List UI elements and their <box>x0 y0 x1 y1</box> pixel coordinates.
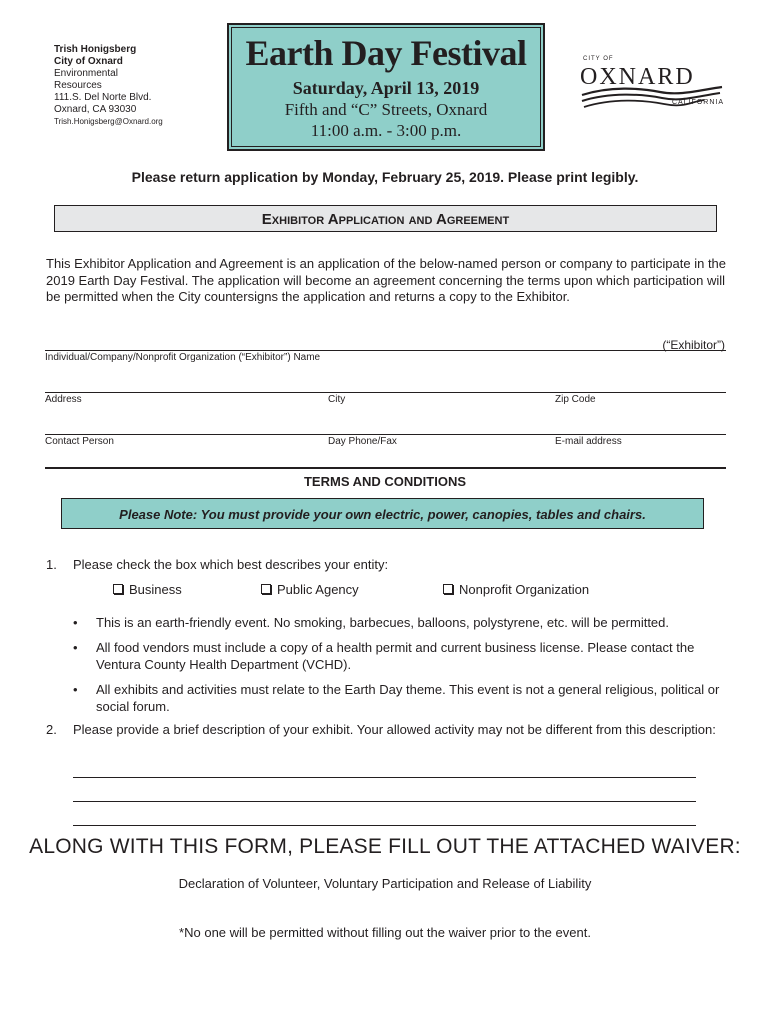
zip-label: Zip Code <box>555 394 596 405</box>
checkbox-icon[interactable] <box>113 584 123 594</box>
return-deadline-note: Please return application by Monday, February 25, 2019. Please print legibly. <box>131 169 639 185</box>
entity-option-public-agency[interactable] <box>261 582 359 597</box>
contact-block <box>54 44 163 128</box>
event-date: Saturday, April 13, 2019 <box>292 78 480 98</box>
city-logo <box>580 56 730 114</box>
question-2-text: Please provide a brief description of your exhibit. Your allowed activity may not be different from this description: <box>73 722 716 737</box>
option-label: Nonprofit Organization <box>459 582 590 597</box>
description-line-1[interactable] <box>73 777 696 778</box>
waiver-subtitle: Declaration of Volunteer, Voluntary Participation and Release of Liability <box>178 876 592 891</box>
bullet-icon: • <box>73 640 78 655</box>
event-location: Fifth and “C” Streets, Oxnard <box>284 100 488 119</box>
contact-city-state-zip: Oxnard, CA 93030 <box>54 104 137 115</box>
waiver-note: *No one will be permitted without filling out the waiver prior to the event. <box>179 925 591 940</box>
question-1-number: 1. <box>46 557 57 572</box>
note-box: Please Note: You must provide your own electric, power, canopies, tables and chairs. <box>61 498 704 529</box>
event-time: 11:00 a.m. - 3:00 p.m. <box>310 121 462 140</box>
logo-city-of: CITY OF <box>583 56 614 62</box>
exhibitor-name-label: Individual/Company/Nonprofit Organization (“Exhibitor”) Name <box>45 352 321 363</box>
checkbox-icon[interactable] <box>443 584 453 594</box>
email-label: E-mail address <box>555 436 622 447</box>
question-2-number: 2. <box>46 722 57 737</box>
terms-heading: TERMS AND CONDITIONS <box>303 474 467 489</box>
logo-state: CALIFORNIA <box>671 99 724 106</box>
option-label: Business <box>129 582 182 597</box>
bullet-icon: • <box>73 615 78 630</box>
contact-org: City of Oxnard <box>54 56 123 67</box>
logo-name: OXNARD <box>580 64 695 90</box>
contact-person-label: Contact Person <box>45 436 114 447</box>
entity-option-nonprofit[interactable] <box>443 582 589 597</box>
contact-dept-line1: Environmental <box>54 68 118 79</box>
application-title-banner <box>54 205 717 232</box>
description-line-2[interactable] <box>73 801 696 802</box>
contact-street: 111.S. Del Norte Blvd. <box>54 92 152 103</box>
address-field-line[interactable] <box>45 392 726 393</box>
application-title: Exhibitor Application and Agreement <box>261 211 510 228</box>
event-title: Earth Day Festival <box>245 33 527 73</box>
exhibitor-tag: (“Exhibitor”) <box>662 338 725 352</box>
waiver-heading: ALONG WITH THIS FORM, PLEASE FILL OUT THE ATTACHED WAIVER: <box>29 835 741 858</box>
section-divider <box>45 467 726 469</box>
option-label: Public Agency <box>277 582 359 597</box>
event-title-box <box>227 23 545 151</box>
bullet-text: All food vendors must include a copy of a health permit and current business license. Please contact the Ventura County Health Department (VCHD). <box>96 640 695 672</box>
contact-field-line[interactable] <box>45 434 726 435</box>
bullet-text: This is an earth-friendly event. No smoking, barbecues, balloons, polystyrene, etc. will be permitted. <box>96 615 669 630</box>
city-label: City <box>328 394 346 405</box>
contact-name: Trish Honigsberg <box>54 44 137 55</box>
contact-dept-line2: Resources <box>54 80 102 91</box>
exhibitor-name-field[interactable] <box>45 350 726 351</box>
phone-label: Day Phone/Fax <box>328 436 397 447</box>
address-label: Address <box>45 394 82 405</box>
intro-paragraph: This Exhibitor Application and Agreement is an application of the below-named person or company to participate in the 2019 Earth Day Festival. The application will become an agreement concerning the terms upon which participation will be permitted when the City countersigns the application and returns a copy to the Exhibitor. <box>46 256 727 304</box>
bullet-icon: • <box>73 682 78 697</box>
contact-email: Trish.Honigsberg@Oxnard.org <box>54 117 163 126</box>
description-line-3[interactable] <box>73 825 696 826</box>
question-1-text: Please check the box which best describes your entity: <box>73 557 389 572</box>
checkbox-icon[interactable] <box>261 584 271 594</box>
entity-option-business[interactable] <box>113 582 182 597</box>
bullet-text: All exhibits and activities must relate to the Earth Day theme. This event is not a general religious, political or social forum. <box>96 682 720 714</box>
